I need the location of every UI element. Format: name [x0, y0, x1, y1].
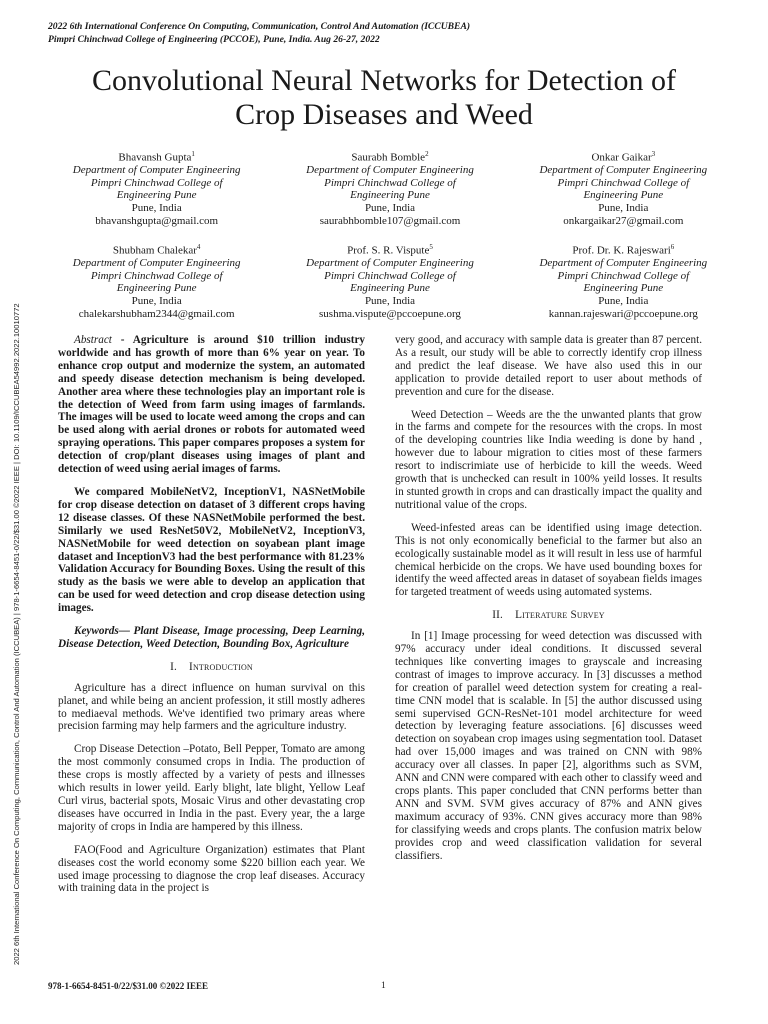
author-email: chalekarshubham2344@gmail.com [78, 307, 235, 320]
abstract-paragraph-2: We compared MobileNetV2, InceptionV1, NASNetMobile for crop disease detection on dataset of 3 different crops having 12 disease classes. Of these NASNetMobile performed the best. Similarly we used ResNet50V2, MobileNetV2, InceptionV3, NASNetMobile for weed detection on soyabean plant image dataset and InceptionV3 had the best performance with 81.23% Validation Accuracy for Bounding Boxes. Using the result of this study as the basis we were able to develop an application that can be used for weed detection and crop disease detection using images. [58, 485, 365, 615]
author-city: Pune, India [131, 295, 182, 308]
authors-row-2 [40, 241, 740, 320]
literature-paragraph: In [1] Image processing for weed detection was discussed with 97% accuracy under ideal conditions. It discussed several techniques like converting images to grayscale and increasing contrast of images to improve accuracy. In [3] discusses a method for creation of parallel weed detection system for creating a real-time CNN model that is scalable. In [5] the author discussed using semi supervised GCN-ResNet-101 model architecture for weed detection by leveraging feature associations. [6] discusses weed detection on soyabean crop images using segmentation tool. Dataset had over 15,000 images and was trained on CNN with 98% accuracy over all classes. In paper [2], algorithms such as SVM, ANN and CNN were compared with each other to classify weed and crops plants. This paper concluded that CNN performs better than ANN and SVM. SVM gives accuracy of 87% and ANN gives maximum accuracy of 93%. CNN gives accuracy more than 98% for classifying weeds and crops plants. The confusion matrix below provides crop and weed classification validation for several classifiers. [395, 630, 702, 862]
keywords: Keywords— Plant Disease, Image processing, Deep Learning, Disease Detection, Weed Detection, Bounding Box, Agriculture [58, 625, 365, 650]
author-city: Pune, India [364, 202, 416, 215]
conference-header [48, 20, 470, 46]
right-column [395, 334, 702, 872]
author-name: Prof. Dr. K. Rajeswari [572, 244, 671, 257]
right-paragraph: Weed-infested areas can be identified using image detection. This is not only economically beneficial to the farmer but also an ecologically sustainable model as it will result in less use of harmful chemical herbicide on the crops. We have used bounding boxes for identify the weed affected areas in dataset of soyabean fields images for targeted treatment of weeds using automated systems. [395, 521, 702, 599]
author-block [40, 148, 273, 227]
conference-line-1: 2022 6th International Conference On Computing, Communication, Control And Automation (ICCUBEA) [48, 21, 471, 32]
author-name: Prof. S. R. Vispute [347, 244, 430, 257]
author-name: Onkar Gaikar [591, 151, 652, 164]
abstract-paragraph-1 [58, 334, 365, 476]
author-city: Pune, India [598, 202, 649, 215]
paper-title: Convolutional Neural Networks for Detection of Crop Diseases and Weed [91, 64, 677, 131]
author-city: Pune, India [598, 295, 649, 308]
abstract-text-1: - Agriculture is around $10 trillion industry worldwide and has growth of more than 6% year on year. To enhance crop output and modernize the system, an automated and speedy disease detection mechanism is being developed. Another area where these technologies play an important role is the detection of Weed from farm using images of farmlands. The images will be used to locate weed among the crops and can be used along with aerial drones or robots for automated weed spraying operations. This paper compares proposes a system for detection of crop/plant diseases using images of plant and detection of weed using aerial images of farms. [58, 334, 366, 476]
author-sup: 3 [651, 150, 656, 158]
section-title: Literature Survey [515, 609, 605, 622]
authors-row-1 [40, 148, 740, 227]
page-number: 1 [381, 981, 386, 991]
author-city: Pune, India [131, 202, 182, 215]
author-block [273, 241, 506, 320]
section-number: I. [170, 660, 178, 673]
author-sup: 2 [425, 150, 429, 158]
author-email: saurabhbomble107@gmail.com [319, 214, 461, 227]
right-paragraph: very good, and accuracy with sample data is greater than 87 percent. As a result, our study will be able to correctly identify crop illness and predict the leaf disease. We have also used this in our application to provide detailed report to user about methods of prevention and cure for the disease. [395, 334, 702, 398]
author-block [507, 148, 740, 227]
author-email: bhavanshgupta@gmail.com [95, 214, 219, 227]
author-email: sushma.vispute@pccoepune.org [319, 307, 461, 320]
section-number: II. [492, 609, 504, 622]
intro-paragraph: Agriculture has a direct influence on human survival on this planet, and while being an ancient profession, it still mostly adheres to mediaeval methods. We've identified two primary areas where precision farming may help farmers and the agriculture industry. [58, 681, 365, 733]
author-dept: Department of Computer Engineering Pimpri Chinchwad College of Engineering Pune [72, 257, 241, 295]
conference-line-2: Pimpri Chinchwad College of Engineering (PCCOE), Pune, India. Aug 26-27, 2022 [48, 34, 380, 45]
author-sup: 1 [191, 150, 195, 158]
abstract-label: Abstract [74, 334, 112, 346]
footer-copyright: 978-1-6654-8451-0/22/$31.00 ©2022 IEEE [48, 981, 208, 991]
author-block [273, 148, 506, 227]
author-name: Shubham Chalekar [112, 244, 197, 257]
author-dept: Department of Computer Engineering Pimpri Chinchwad College of Engineering Pune [306, 257, 474, 295]
author-email: kannan.rajeswari@pccoepune.org [548, 307, 698, 320]
right-paragraph: Weed Detection – Weeds are the the unwanted plants that grow in the farms and compete for the resources with the crops. In most of the developing countries like India weeding is done by hand , however due to labour migration to cities most of these farmers resort to indiscrimiate use of herbicide to kill the weeds. Weed growth that is unchecked can result in 100% yeild losses. It results in stunted growth in crops and can drastically impact the quality and nutritional value of the crops. [395, 408, 702, 511]
side-citation-note: 2022 6th International Conference On Computing, Communication, Control And Automation (ICCUBEA) | 978-1-6654-8451-0/22/$31.00 ©2022 IEEE | DOI: 10.1109/ICCUBEA54992.2022.10010772 [12, 303, 21, 965]
author-email: onkargaikar27@gmail.com [563, 214, 684, 227]
author-dept: Department of Computer Engineering Pimpri Chinchwad College of Engineering Pune [539, 257, 708, 295]
intro-paragraph: FAO(Food and Agriculture Organization) estimates that Plant diseases cost the world economy some $220 billion each year. We used image processing to diagnose the crop leaf diseases. Accuracy with training data in the project is [58, 843, 365, 895]
left-column [58, 334, 365, 905]
author-sup: 5 [429, 243, 433, 251]
author-name: Saurabh Bomble [351, 151, 426, 164]
author-sup: 6 [670, 243, 675, 251]
author-name: Bhavansh Gupta [118, 151, 192, 164]
author-block [40, 241, 273, 320]
author-dept: Department of Computer Engineering Pimpri Chinchwad College of Engineering Pune [306, 164, 474, 202]
section-heading-literature-survey [395, 609, 702, 622]
author-dept: Department of Computer Engineering Pimpri Chinchwad College of Engineering Pune [72, 164, 241, 202]
author-city: Pune, India [364, 295, 416, 308]
section-heading-introduction [58, 661, 365, 674]
section-title: Introduction [189, 660, 253, 673]
author-sup: 4 [196, 243, 201, 251]
author-dept: Department of Computer Engineering Pimpri Chinchwad College of Engineering Pune [539, 164, 708, 202]
intro-paragraph: Crop Disease Detection –Potato, Bell Pepper, Tomato are among the most commonly consumed crops in India. The production of these crops is mostly affected by a variety of pests and illnesses which results in lower yeild. Early blight, late blight, Yellow Leaf Curl virus, bacterial spots, Mosaic Virus and other devastating crop diseases have occurred in India in the past. Every year, the a large majority of crops in India are hampered by this illness. [58, 743, 365, 833]
author-block [507, 241, 740, 320]
